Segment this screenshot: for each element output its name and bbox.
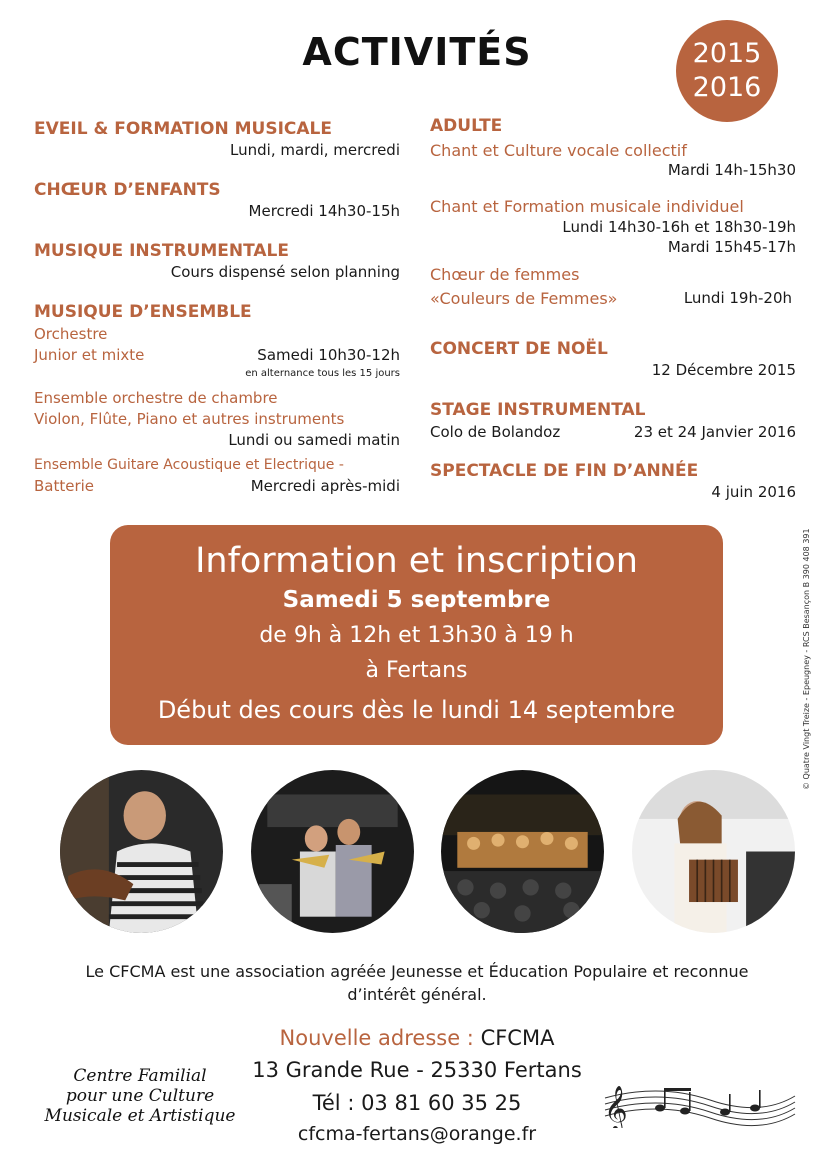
ensemble-heading: MUSIQUE D’ENSEMBLE (34, 302, 252, 322)
stage-heading: STAGE INSTRUMENTAL (430, 400, 646, 420)
junior-schedule: Samedi 10h30-12h (257, 346, 400, 364)
adulte-heading: ADULTE (430, 116, 503, 136)
junior-label: Junior et mixte (34, 346, 145, 364)
eveil-heading: EVEIL & FORMATION MUSICALE (34, 119, 332, 139)
chambre-label: Ensemble orchestre de chambre (34, 389, 278, 407)
logo-line-2: pour une Culture (65, 1086, 215, 1106)
photo-concert-stage (441, 770, 604, 933)
logo-line-3: Musicale et Artistique (44, 1106, 236, 1126)
chant-individuel-schedule-1: Lundi 14h30-16h et 18h30-19h (562, 218, 796, 236)
page-title: ACTIVITÉS (302, 30, 532, 74)
address-heading (150, 1026, 684, 1050)
season-badge (676, 20, 778, 122)
orchestre-label: Orchestre (34, 325, 108, 343)
music-notes-icon (600, 1078, 800, 1128)
association-line-1: Le CFCMA est une association agréée Jeunesse et Éducation Populaire et reconnue (85, 962, 749, 981)
side-credit: © Quatre Vingt Treize - Epeugney - RCS Besançon B 390 408 391 (802, 528, 811, 790)
eveil-schedule: Lundi, mardi, mercredi (230, 141, 400, 159)
photo-brass-players (251, 770, 414, 933)
contact-phone: Tél : 03 81 60 35 25 (312, 1091, 522, 1115)
stage-place: Colo de Bolandoz (430, 423, 561, 441)
address-label: Nouvelle adresse : (279, 1026, 474, 1050)
photo-guitarist (60, 770, 223, 933)
instrumentale-schedule: Cours dispensé selon planning (170, 263, 400, 281)
badge-year-end: 2016 (692, 72, 762, 103)
info-title: Information et inscription (195, 541, 638, 581)
svg-text:𝄞: 𝄞 (604, 1086, 628, 1128)
choeur-enfants-schedule: Mercredi 14h30-15h (248, 202, 400, 220)
spectacle-date: 4 juin 2016 (711, 483, 796, 501)
chant-collectif-label: Chant et Culture vocale collectif (430, 141, 687, 160)
logo-line-1: Centre Familial (73, 1066, 207, 1086)
association-line-2: d’intérêt général. (347, 985, 487, 1004)
concert-date: 12 Décembre 2015 (651, 361, 796, 379)
concert-heading: CONCERT DE NOËL (430, 339, 608, 359)
junior-note: en alternance tous les 15 jours (245, 368, 400, 379)
badge-year-start: 2015 (692, 38, 762, 69)
chant-collectif-schedule: Mardi 14h-15h30 (667, 161, 796, 179)
info-hours: de 9h à 12h et 13h30 à 19 h (259, 623, 574, 648)
address-org: CFCMA (480, 1026, 555, 1050)
photo-accordion-player (632, 770, 795, 933)
guitare-schedule: Mercredi après-midi (250, 477, 400, 495)
guitare-batterie: Batterie (34, 477, 95, 495)
association-logo (40, 1066, 240, 1126)
chambre-schedule: Lundi ou samedi matin (228, 431, 400, 449)
stage-date: 23 et 24 Janvier 2016 (633, 423, 796, 441)
chambre-instruments: Violon, Flûte, Piano et autres instruments (34, 410, 345, 428)
choeur-femmes-label: Chœur de femmes (430, 265, 580, 284)
association-note (40, 960, 794, 1006)
guitare-label: Ensemble Guitare Acoustique et Electrique - (34, 457, 344, 473)
chant-individuel-schedule-2: Mardi 15h45-17h (667, 238, 796, 256)
info-box (110, 525, 723, 745)
choeur-enfants-heading: CHŒUR D’ENFANTS (34, 180, 221, 200)
address-street: 13 Grande Rue - 25330 Fertans (252, 1058, 582, 1082)
couleurs-femmes-label: «Couleurs de Femmes» (430, 289, 618, 308)
info-start: Début des cours dès le lundi 14 septembre (157, 696, 676, 724)
spectacle-heading: SPECTACLE DE FIN D’ANNÉE (430, 461, 699, 481)
instrumentale-heading: MUSIQUE INSTRUMENTALE (34, 241, 289, 261)
choeur-femmes-schedule: Lundi 19h-20h (683, 289, 792, 307)
chant-individuel-label: Chant et Formation musicale individuel (430, 197, 744, 216)
contact-email[interactable]: cfcma-fertans@orange.fr (297, 1123, 537, 1145)
info-date: Samedi 5 septembre (282, 587, 551, 613)
info-place: à Fertans (365, 658, 468, 683)
